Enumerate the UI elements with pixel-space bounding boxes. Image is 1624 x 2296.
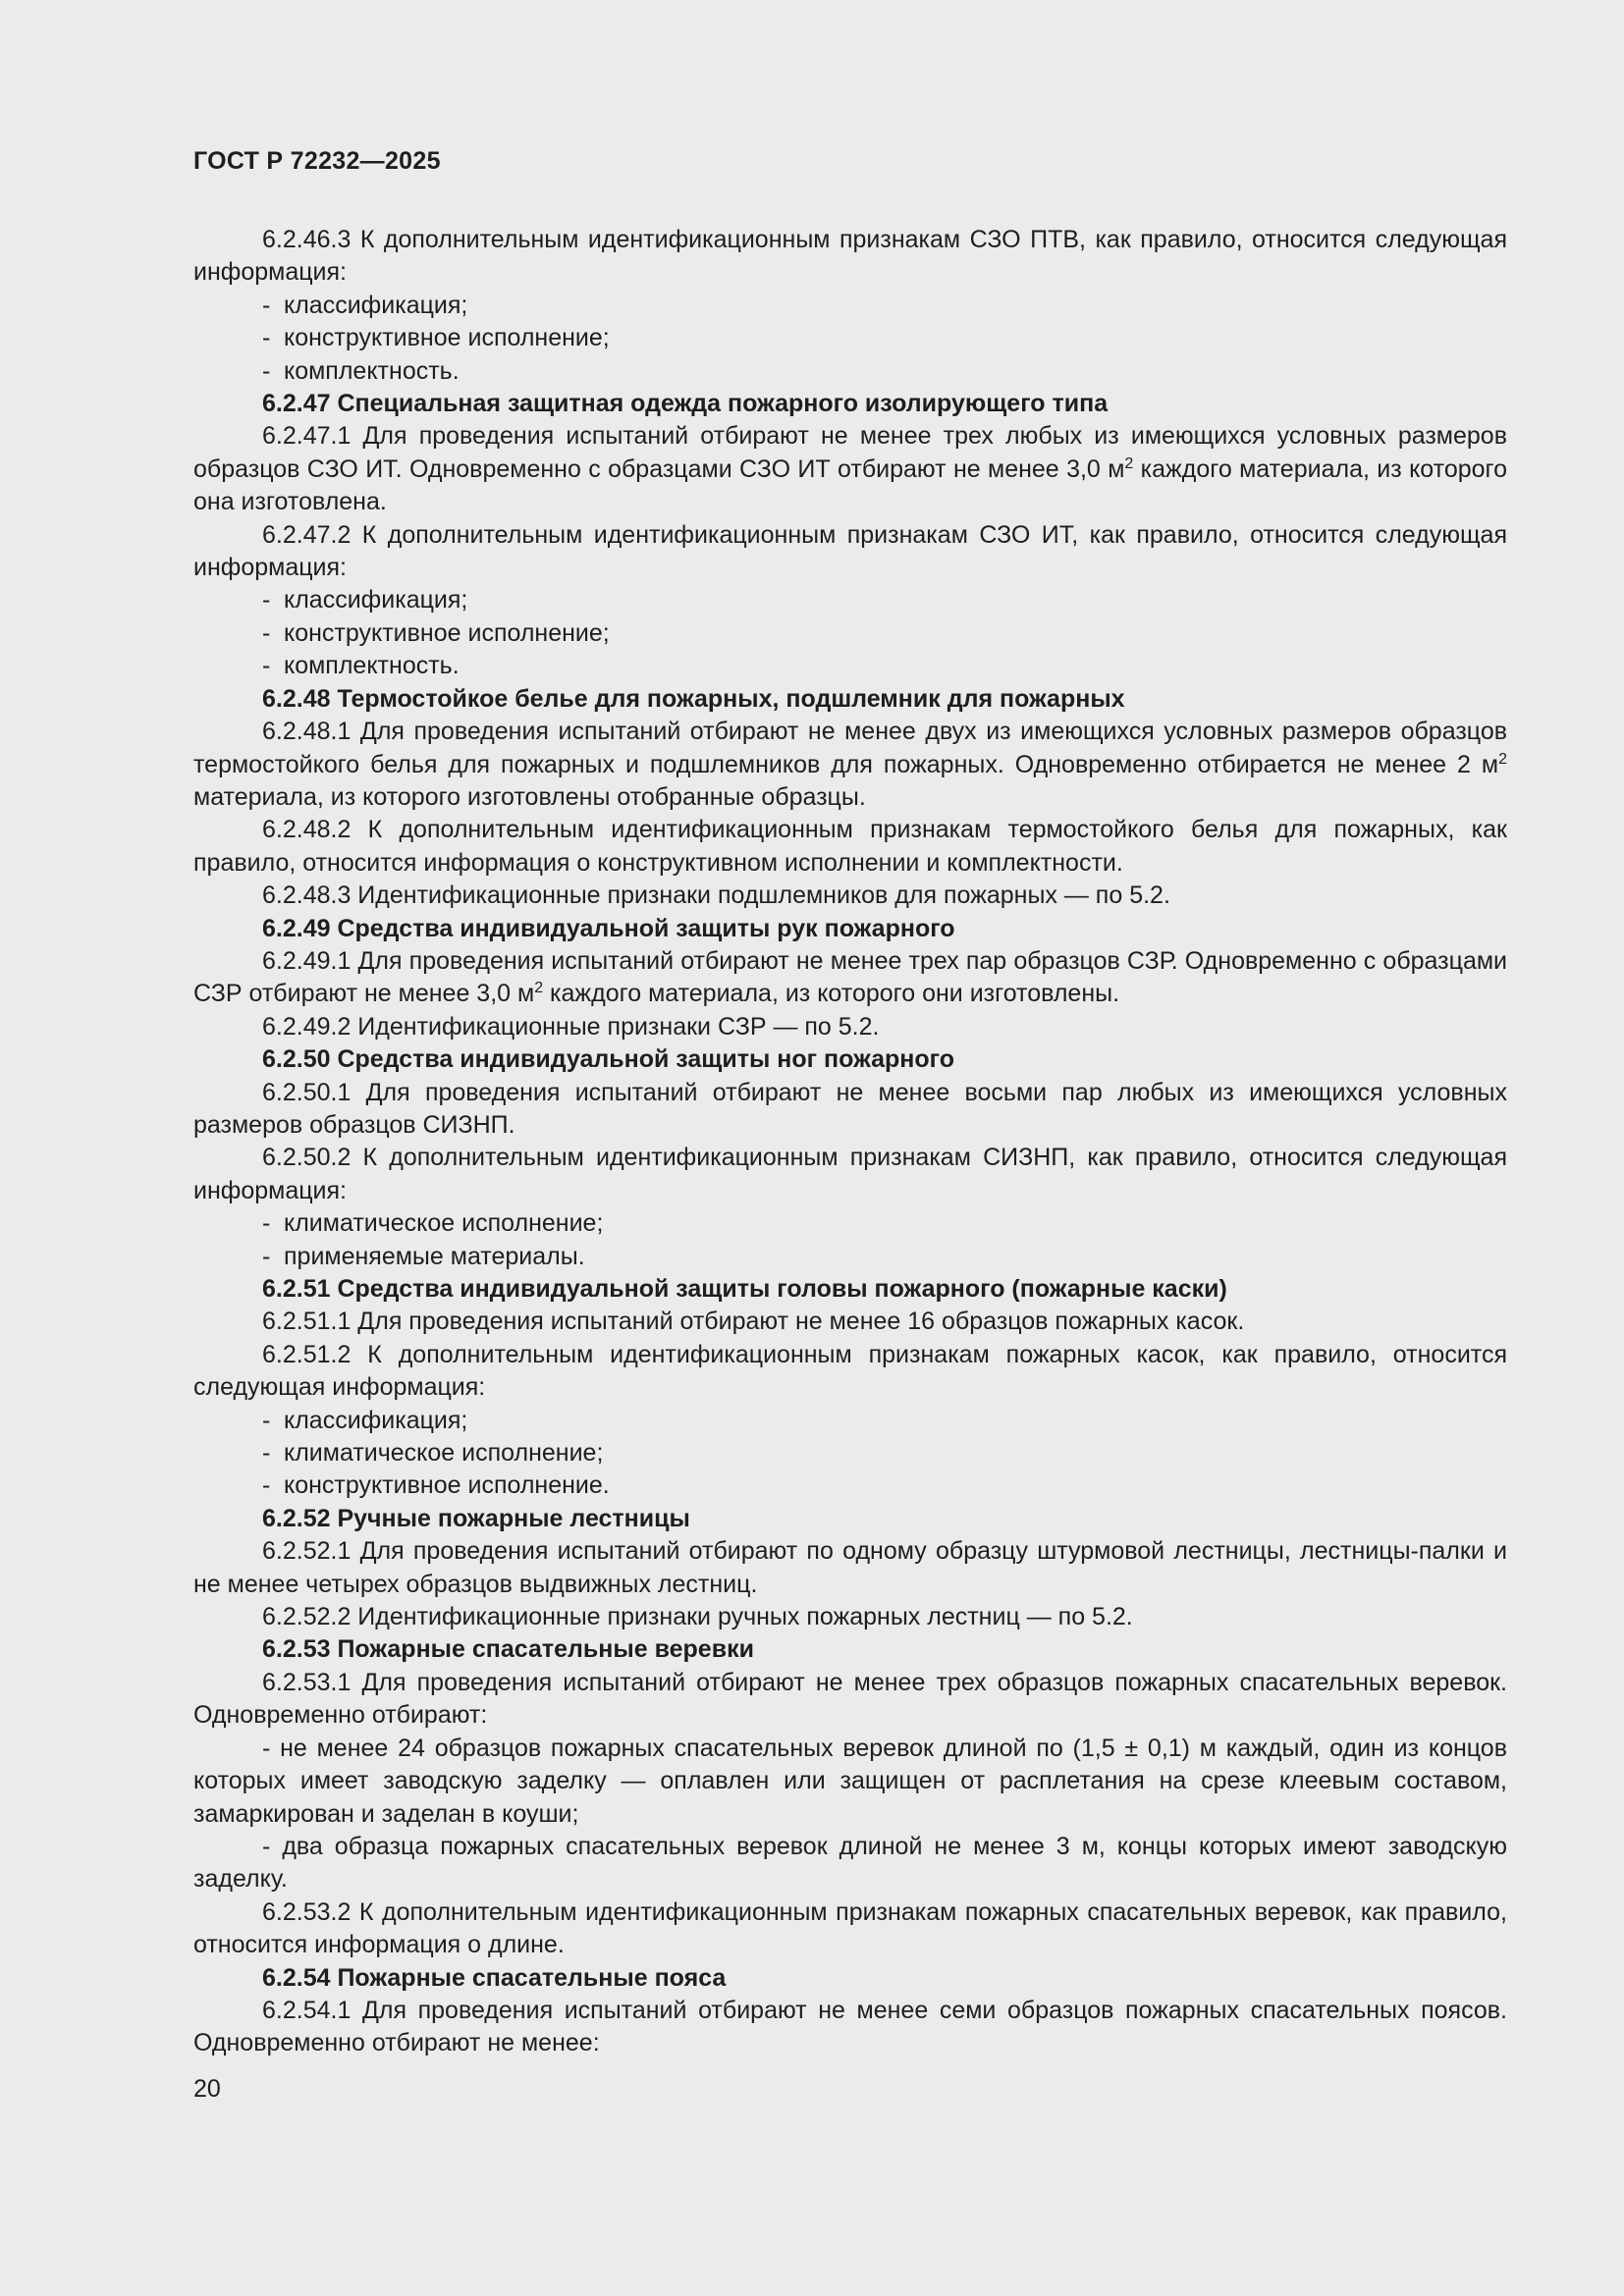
list-item-text: комплектность. [284,652,460,680]
list-dash: - [262,324,271,352]
paragraph-text: не менее 24 образцов пожарных спасательных веревок длиной по (1,5 ± 0,1) м каждый, один из концов которых имеет заводскую заделку — оплавлен или защищен от расплетания на срезе клеевым составом, замаркирован и заделан в коуши; [193,1734,1507,1828]
document-header: ГОСТ Р 72232—2025 [193,147,441,175]
paragraph-text: 6.2.47.1 Для проведения испытаний отбирают не менее трех любых из имеющихся условных размеров образцов СЗО ИТ. Одновременно с образцами СЗО ИТ отбирают не менее 3,0 м [193,422,1507,483]
paragraph-text: 6.2.52.2 Идентификационные признаки ручных пожарных лестниц — по 5.2. [262,1603,1133,1631]
paragraph-text: 6.2.48.3 Идентификационные признаки подшлемников для пожарных — по 5.2. [262,881,1170,910]
dashed-paragraph [193,1831,1507,1896]
paragraph-text: 6.2.52.1 Для проведения испытаний отбирают по одному образцу штурмовой лестницы, лестницы-палки и не менее четырех образцов выдвижных лестниц. [193,1537,1507,1598]
paragraph-text: 6.2.50.1 Для проведения испытаний отбирают не менее восьми пар любых из имеющихся условных размеров образцов СИЗНП. [193,1078,1507,1139]
list-item-text: комплектность. [284,356,460,385]
paragraph [193,1339,1507,1405]
paragraph-text: два образца пожарных спасательных веревок длиной не менее 3 м, концы которых имеют заводскую заделку. [193,1832,1507,1894]
list-item-text: конструктивное исполнение. [284,1471,610,1500]
paragraph-text: 6.2.49.2 Идентификационные признаки СЗР — по 5.2. [262,1012,880,1041]
paragraph [193,1995,1507,2060]
list-item-text: конструктивное исполнение; [284,324,610,352]
list-dash: - [262,1406,271,1434]
paragraph-text: 6.2.54.1 Для проведения испытаний отбирают не менее семи образцов пожарных спасательных поясов. Одновременно отбирают не менее: [193,1996,1507,2057]
list-item [193,584,1507,616]
list-dash: - [262,1242,271,1270]
list-item-text: применяемые материалы. [284,1242,585,1270]
paragraph-text: 6.2.53.2 К дополнительным идентификационным признакам пожарных спасательных веревок, как правило, относится информация о длине. [193,1897,1507,1959]
list-item-text: конструктивное исполнение; [284,618,610,647]
paragraph-text: 6.2.49.1 Для проведения испытаний отбирают не менее трех пар образцов СЗР. Одновременно с образцами СЗР отбирают не менее 3,0 м [193,946,1507,1008]
paragraph [193,420,1507,518]
paragraph [193,814,1507,880]
list-item [193,322,1507,354]
list-item-text: классификация; [284,291,468,319]
section-heading: 6.2.49 Средства индивидуальной защиты рук пожарного [262,914,955,942]
list-dash: - [262,652,271,680]
list-item [193,1405,1507,1437]
paragraph-text: 6.2.46.3 К дополнительным идентификационным признакам СЗО ПТВ, как правило, относится следующая информация: [193,226,1507,287]
paragraph [193,1601,1507,1633]
section-heading: 6.2.54 Пожарные спасательные пояса [262,1963,727,1992]
list-item [193,1437,1507,1469]
superscript: 2 [534,980,544,997]
list-item-text: классификация; [284,586,468,614]
paragraph-text: 6.2.53.1 Для проведения испытаний отбирают не менее трех образцов пожарных спасательных веревок. Одновременно отбирают: [193,1668,1507,1730]
section-heading: 6.2.53 Пожарные спасательные веревки [262,1635,754,1664]
paragraph [193,519,1507,585]
paragraph-text: 6.2.48.1 Для проведения испытаний отбирают не менее двух из имеющихся условных размеров образцов термостойкого белья для пожарных и подшлемников для пожарных. Одновременно отбирается не менее 2 м [193,718,1507,778]
list-dash: - [262,1832,283,1860]
list-item [193,650,1507,682]
list-item [193,355,1507,388]
section-heading: 6.2.48 Термостойкое белье для пожарных, подшлемник для пожарных [262,684,1125,713]
list-dash: - [262,1471,271,1500]
list-item [193,1207,1507,1240]
paragraph-text-continued: материала, из которого изготовлены отобранные образцы. [193,782,866,811]
document-body [193,224,1507,2060]
paragraph [193,1142,1507,1207]
paragraph-text: 6.2.50.2 К дополнительным идентификационным признакам СИЗНП, как правило, относится следующая информация: [193,1144,1507,1204]
paragraph-text: 6.2.51.2 К дополнительным идентификационным признакам пожарных касок, как правило, относится следующая информация: [193,1340,1507,1402]
section-heading: 6.2.50 Средства индивидуальной защиты ног пожарного [262,1045,954,1074]
paragraph-text: 6.2.47.2 К дополнительным идентификационным признакам СЗО ИТ, как правило, относится следующая информация: [193,520,1507,582]
paragraph [193,1077,1507,1143]
superscript: 2 [1498,750,1507,768]
superscript: 2 [1124,454,1134,472]
paragraph [193,1535,1507,1601]
paragraph [193,1667,1507,1733]
list-item [193,290,1507,322]
paragraph [193,945,1507,1011]
paragraph-text-continued: каждого материала, из которого она изготовлена. [193,454,1507,516]
paragraph [193,1896,1507,1962]
paragraph-text-continued: каждого материала, из которого они изготовлены. [543,980,1120,1008]
list-dash: - [262,291,271,319]
list-dash: - [262,1734,281,1762]
paragraph-text: 6.2.48.2 К дополнительным идентификационным признакам термостойкого белья для пожарных, как правило, относится информация о конструктивном исполнении и комплектности. [193,816,1507,877]
list-dash: - [262,356,271,385]
list-item [193,617,1507,650]
section-heading: 6.2.52 Ручные пожарные лестницы [262,1504,690,1532]
paragraph-text: 6.2.51.1 Для проведения испытаний отбирают не менее 16 образцов пожарных касок. [262,1308,1245,1336]
section-heading: 6.2.51 Средства индивидуальной защиты головы пожарного (пожарные каски) [262,1275,1227,1303]
paragraph [193,716,1507,814]
list-item-text: климатическое исполнение; [284,1209,604,1238]
list-dash: - [262,618,271,647]
paragraph [193,1306,1507,1338]
section-heading: 6.2.47 Специальная защитная одежда пожарного изолирующего типа [262,390,1109,418]
list-dash: - [262,1209,271,1238]
list-item-text: классификация; [284,1406,468,1434]
dashed-paragraph [193,1733,1507,1831]
page-number: 20 [193,2075,221,2103]
paragraph [193,1011,1507,1043]
list-item [193,1469,1507,1502]
paragraph [193,880,1507,912]
list-dash: - [262,1439,271,1468]
list-dash: - [262,586,271,614]
list-item [193,1241,1507,1273]
paragraph [193,224,1507,290]
list-item-text: климатическое исполнение; [284,1439,604,1468]
